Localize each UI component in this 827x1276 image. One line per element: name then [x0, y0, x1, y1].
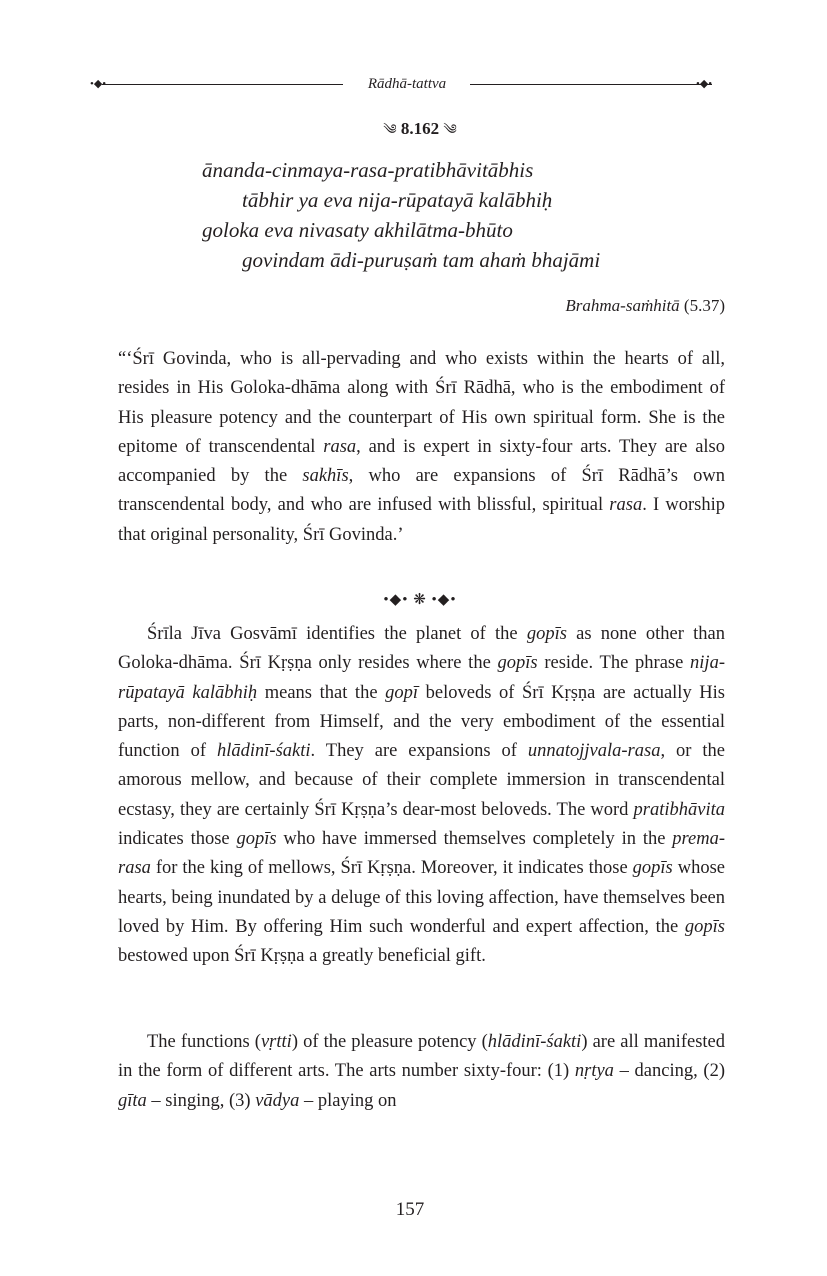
flourish-left-icon: ༄ — [383, 123, 397, 138]
source-title: Brahma-saṁhitā — [565, 296, 680, 315]
verse-line: ānanda-cinmaya-rasa-pratibhāvitābhis — [202, 158, 534, 182]
flourish-right-icon: ༄ — [443, 123, 457, 138]
verse-text — [202, 155, 742, 275]
verse-line: govindam ādi-puruṣaṁ tam ahaṁ bhajāmi — [242, 248, 601, 272]
verse-line: tābhir ya eva nija-rūpatayā kalābhiḥ — [242, 188, 553, 212]
section-divider-icon: •◆• ❋ •◆• — [383, 592, 457, 608]
running-head — [90, 74, 725, 96]
source-ref: (5.37) — [683, 296, 725, 315]
translation-paragraph: “‘Śrī Govinda, who is all-pervading and who exists within the hearts of all, resides in His Goloka-dhāma along with Śrī Rādhā, who is the embodiment of His pleasure potency and the counterpart of His own spiritual form. She is the epitome of transcendental rasa, and is expert in sixty-four arts. They are also accompanied by the sakhīs, who are expansions of Śrī Rādhā’s own transcendental body, and who are infused with blissful, spiritual rasa. I worship that original personality, Śrī Govinda.’ — [118, 349, 725, 545]
verse-number-label: 8.162 — [400, 119, 440, 138]
ornament-right-icon: •◆• — [696, 78, 713, 90]
rule-right — [470, 84, 712, 85]
running-head-title: Rādhā-tattva — [367, 76, 447, 92]
arts-paragraph: The functions (vṛtti) of the pleasure potency (hlādinī-śakti) are all manifested in the form of different arts. The arts number sixty-four: (1) nṛtya – dancing, (2) gīta – singing, (3) vādya – playing on — [118, 1032, 725, 1111]
rule-left — [102, 84, 343, 85]
ornament-left-icon: •◆• — [90, 78, 107, 90]
verse-source — [420, 294, 725, 318]
verse-line: goloka eva nivasaty akhilātma-bhūto — [202, 218, 513, 242]
page-number: 157 — [395, 1199, 425, 1220]
verse-number — [320, 118, 520, 142]
commentary-paragraph: Śrīla Jīva Gosvāmī identifies the planet of the gopīs as none other than Goloka-dhāma. Śrī Kṛṣṇa only resides where the gopīs reside. The phrase nija-rūpatayā kalābhiḥ means that the gopī beloveds of Śrī Kṛṣṇa are actually His parts, non-different from Himself, and the very embodiment of the essential function of hlādinī-śakti. They are expansions of unnatojjvala-rasa, or the amorous mellow, and because of their complete immersion in transcendental ecstasy, they are certainly Śrī Kṛṣṇa’s dear-most beloveds. The word pratibhāvita indicates those gopīs who have immersed themselves completely in the prema-rasa for the king of mellows, Śrī Kṛṣṇa. Moreover, it indicates those gopīs whose hearts, being inundated by a deluge of this loving affection, have themselves been loved by Him. By offering Him such wonderful and expert affection, the gopīs bestowed upon Śrī Kṛṣṇa a greatly beneficial gift. — [118, 624, 726, 967]
